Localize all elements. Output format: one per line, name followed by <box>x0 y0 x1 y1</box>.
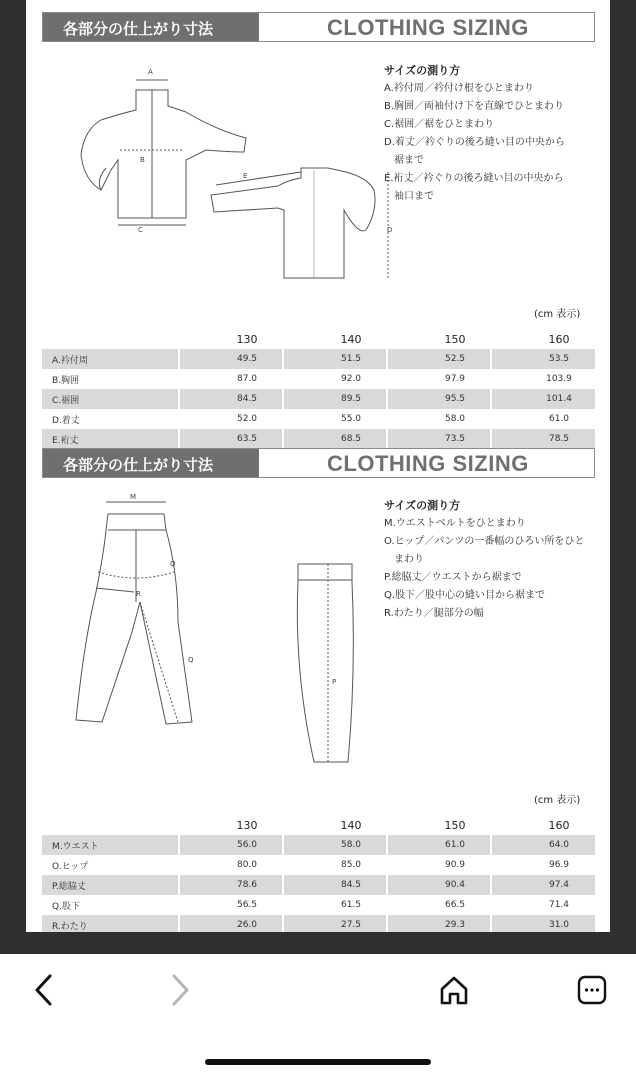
cell: 58.0 <box>444 414 466 424</box>
label-e: E <box>243 172 248 180</box>
cell: 80.0 <box>236 860 258 870</box>
row-label: M.ウエスト <box>52 841 99 852</box>
size-col: 160 <box>548 818 570 832</box>
header-en: CLOTHING SIZING <box>327 15 529 40</box>
section-header <box>42 12 595 42</box>
forward-button[interactable] <box>160 970 200 1010</box>
back-icon <box>32 973 56 1007</box>
size-table <box>42 815 595 935</box>
cell: 84.5 <box>236 394 258 404</box>
row-label: P.総脇丈 <box>52 881 86 892</box>
size-col: 130 <box>236 332 258 346</box>
section-header <box>42 448 595 478</box>
row-label: E.裄丈 <box>52 435 79 446</box>
row-label: B.胸囲 <box>52 375 80 386</box>
unit-label: (cm 表示) <box>534 309 581 320</box>
frame-right <box>610 0 636 932</box>
row-label: Q.股下 <box>52 901 80 912</box>
howto-line: D.着丈／衿ぐりの後ろ縫い目の中央から <box>384 137 565 148</box>
howto-line: B.胸囲／両袖付け下を直線でひとまわり <box>384 101 565 112</box>
pants-diagram <box>66 492 356 776</box>
size-col: 150 <box>444 818 466 832</box>
label-d: D <box>387 226 393 234</box>
cell: 26.0 <box>236 920 258 930</box>
frame-bottom <box>0 932 636 954</box>
cell: 103.9 <box>546 374 572 384</box>
size-table <box>42 329 595 449</box>
cell: 97.4 <box>548 880 570 890</box>
cell: 56.5 <box>236 900 258 910</box>
table-row <box>42 895 595 915</box>
size-col: 160 <box>548 332 570 346</box>
table-header <box>42 815 595 835</box>
cell: 52.5 <box>444 354 466 364</box>
row-label: A.衿付周 <box>52 355 88 366</box>
cell: 96.9 <box>548 860 570 870</box>
cell: 61.0 <box>548 414 570 424</box>
jacket-diagram <box>56 60 393 294</box>
row-label: D.着丈 <box>52 415 80 426</box>
size-col: 150 <box>444 332 466 346</box>
cell: 27.5 <box>340 920 362 930</box>
table-row <box>42 875 595 895</box>
howto-line: C.裾囲／裾をひとまわり <box>384 119 495 130</box>
howto-list <box>384 497 604 623</box>
cell: 84.5 <box>340 880 362 890</box>
howto-line: M.ウエストベルトをひとまわり <box>384 518 526 529</box>
label-a: A <box>148 68 153 76</box>
howto-line: 裾まで <box>384 155 424 166</box>
cell: 49.5 <box>236 354 258 364</box>
howto-title: サイズの測り方 <box>384 499 461 512</box>
label-r: R <box>136 590 141 598</box>
cell: 87.0 <box>236 374 258 384</box>
cell: 53.5 <box>548 354 570 364</box>
howto-title: サイズの測り方 <box>384 64 461 77</box>
back-button[interactable] <box>24 970 64 1010</box>
howto-line: まわり <box>384 554 424 565</box>
row-label: C.裾囲 <box>52 395 80 406</box>
cell: 78.6 <box>236 880 258 890</box>
label-q: Q <box>188 656 194 664</box>
cell: 73.5 <box>444 434 466 444</box>
label-p: P <box>332 678 337 686</box>
forward-icon <box>168 973 192 1007</box>
size-chart-page <box>26 0 610 932</box>
size-col: 130 <box>236 818 258 832</box>
label-o: O <box>170 560 176 568</box>
size-col: 140 <box>340 332 362 346</box>
howto-line: E.裄丈／衿ぐりの後ろ縫い目の中央から <box>384 173 564 184</box>
cell: 61.0 <box>444 840 466 850</box>
menu-button[interactable] <box>572 970 612 1010</box>
menu-icon <box>576 974 608 1006</box>
home-icon <box>438 974 470 1006</box>
table-row <box>42 389 595 409</box>
header-en: CLOTHING SIZING <box>327 451 529 476</box>
table-row <box>42 369 595 389</box>
howto-line: R.わたり／腿部分の幅 <box>384 608 484 619</box>
frame-left <box>0 0 26 932</box>
table-row <box>42 349 595 369</box>
cell: 29.3 <box>444 920 466 930</box>
row-label: O.ヒップ <box>52 861 89 872</box>
table-row <box>42 855 595 875</box>
cell: 63.5 <box>236 434 258 444</box>
cell: 66.5 <box>444 900 466 910</box>
table-header <box>42 329 595 349</box>
cell: 85.0 <box>340 860 362 870</box>
row-label: R.わたり <box>52 921 88 932</box>
cell: 52.0 <box>236 414 258 424</box>
cell: 61.5 <box>340 900 362 910</box>
table-row <box>42 835 595 855</box>
cell: 51.5 <box>340 354 362 364</box>
cell: 78.5 <box>548 434 570 444</box>
size-col: 140 <box>340 818 362 832</box>
table-row <box>42 429 595 449</box>
howto-line: A.衿付周／衿付け根をひとまわり <box>384 83 534 94</box>
howto-line: O.ヒップ／パンツの一番幅のひろい所をひと <box>384 536 585 547</box>
cell: 90.4 <box>444 880 466 890</box>
header-jp: 各部分の仕上がり寸法 <box>43 449 259 477</box>
howto-list <box>384 62 604 206</box>
unit-label: (cm 表示) <box>534 795 581 806</box>
howto-line: P.総脇丈／ウエストから裾まで <box>384 572 522 583</box>
cell: 89.5 <box>340 394 362 404</box>
home-indicator[interactable] <box>205 1059 431 1065</box>
table-row <box>42 409 595 429</box>
cell: 71.4 <box>548 900 570 910</box>
cell: 97.9 <box>444 374 466 384</box>
howto-line: 袖口まで <box>384 191 434 202</box>
cell: 55.0 <box>340 414 362 424</box>
cell: 101.4 <box>546 394 572 404</box>
cell: 68.5 <box>340 434 362 444</box>
cell: 92.0 <box>340 374 362 384</box>
howto-line: Q.股下／股中心の縫い目から裾まで <box>384 590 546 601</box>
cell: 56.0 <box>236 840 258 850</box>
cell: 90.9 <box>444 860 466 870</box>
home-button[interactable] <box>434 970 474 1010</box>
cell: 64.0 <box>548 840 570 850</box>
label-b: B <box>140 156 145 164</box>
cell: 31.0 <box>548 920 570 930</box>
label-m: M <box>130 493 137 501</box>
header-jp: 各部分の仕上がり寸法 <box>43 13 259 41</box>
cell: 58.0 <box>340 840 362 850</box>
label-c: C <box>138 226 143 234</box>
cell: 95.5 <box>444 394 466 404</box>
